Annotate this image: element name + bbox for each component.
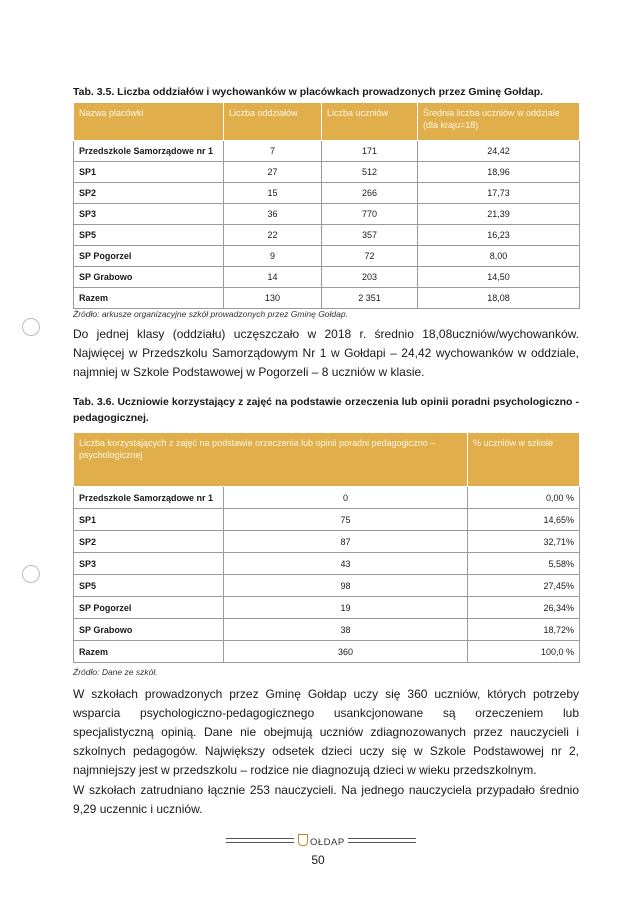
average-per-class: 14,50 <box>418 267 580 288</box>
school-name: SP Pogorzel <box>74 246 224 267</box>
table-row-total <box>74 288 580 309</box>
table2-col-percent: % uczniów w szkole <box>468 433 580 487</box>
school-name: Razem <box>74 641 224 663</box>
table2-header-row <box>74 433 580 487</box>
beneficiaries-count: 0 <box>224 487 468 509</box>
table2-source: Źródło: Dane ze szkół. <box>73 667 158 677</box>
students-count: 72 <box>322 246 418 267</box>
classes-count: 130 <box>224 288 322 309</box>
table-row-total <box>74 641 580 663</box>
classes-count: 9 <box>224 246 322 267</box>
table2-col-beneficiaries: Liczba korzystających z zajęć na podstawie orzeczenia lub opinii poradni pedagogiczno – psychologicznej <box>74 433 468 487</box>
table1-col-classes: Liczba oddziałów <box>224 103 322 141</box>
beneficiaries-count: 87 <box>224 531 468 553</box>
school-name: Przedszkole Samorządowe nr 1 <box>74 487 224 509</box>
classes-count: 27 <box>224 162 322 183</box>
average-per-class: 21,39 <box>418 204 580 225</box>
table1-header-row <box>74 103 580 141</box>
page-number: 50 <box>311 853 325 867</box>
table-row <box>74 267 580 288</box>
table-row <box>74 162 580 183</box>
table-row <box>74 246 580 267</box>
table1-col-name: Nazwa placówki <box>74 103 224 141</box>
percent-of-students: 14,65% <box>468 509 580 531</box>
percent-of-students: 100,0 % <box>468 641 580 663</box>
percent-of-students: 26,34% <box>468 597 580 619</box>
percent-of-students: 27,45% <box>468 575 580 597</box>
students-count: 203 <box>322 267 418 288</box>
school-name: SP5 <box>74 225 224 246</box>
students-count: 770 <box>322 204 418 225</box>
students-count: 2 351 <box>322 288 418 309</box>
table-row <box>74 487 580 509</box>
percent-of-students: 0,00 % <box>468 487 580 509</box>
classes-count: 36 <box>224 204 322 225</box>
school-name: Przedszkole Samorządowe nr 1 <box>74 141 224 162</box>
classes-count: 14 <box>224 267 322 288</box>
table2 <box>73 432 580 663</box>
punch-hole-top <box>22 318 40 336</box>
table-row <box>74 509 580 531</box>
students-count: 512 <box>322 162 418 183</box>
table1-col-students: Liczba uczniów <box>322 103 418 141</box>
school-name: SP1 <box>74 509 224 531</box>
school-name: SP Grabowo <box>74 619 224 641</box>
table2-caption: Tab. 3.6. Uczniowie korzystający z zajęć na podstawie orzeczenia lub opinii poradni psychologiczno - pedagogicznej. <box>73 396 579 424</box>
table-row <box>74 575 580 597</box>
paragraph-teachers: W szkołach zatrudniano łącznie 253 nauczycieli. Na jednego nauczyciela przypadało średnio 9,29 uczennic i uczniów. <box>73 783 579 816</box>
school-name: SP3 <box>74 204 224 225</box>
average-per-class: 8,00 <box>418 246 580 267</box>
goldap-logo <box>298 834 345 848</box>
students-count: 357 <box>322 225 418 246</box>
beneficiaries-count: 43 <box>224 553 468 575</box>
school-name: Razem <box>74 288 224 309</box>
table-row <box>74 204 580 225</box>
average-per-class: 18,08 <box>418 288 580 309</box>
school-name: SP3 <box>74 553 224 575</box>
beneficiaries-count: 75 <box>224 509 468 531</box>
table-row <box>74 141 580 162</box>
beneficiaries-count: 19 <box>224 597 468 619</box>
beneficiaries-count: 98 <box>224 575 468 597</box>
average-per-class: 18,96 <box>418 162 580 183</box>
footer-rule-right <box>348 838 416 843</box>
footer-logo-row <box>0 834 636 848</box>
percent-of-students: 18,72% <box>468 619 580 641</box>
average-per-class: 16,23 <box>418 225 580 246</box>
table-row <box>74 225 580 246</box>
classes-count: 22 <box>224 225 322 246</box>
table-row <box>74 531 580 553</box>
students-count: 171 <box>322 141 418 162</box>
table1-source: Źródło: arkusze organizacyjne szkół prowadzonych przez Gminę Gołdap. <box>73 309 348 319</box>
table-row <box>74 553 580 575</box>
school-name: SP5 <box>74 575 224 597</box>
table-row <box>74 619 580 641</box>
beneficiaries-count: 38 <box>224 619 468 641</box>
school-name: SP Pogorzel <box>74 597 224 619</box>
table-row <box>74 597 580 619</box>
footer-rule-left <box>226 838 294 843</box>
average-per-class: 24,42 <box>418 141 580 162</box>
paragraph-support: W szkołach prowadzonych przez Gminę Gołdap uczy się 360 uczniów, których potrzeby wsparcia psychologiczno-pedagogicznego usankcjonowane są orzeczeniem lub specjalistyczną opinią. Dane nie obejmują uczniów zdiagnozowanych przez nauczycieli i szkolnych pedagogów. Największy odsetek dzieci uczy się w Szkole Podstawowej nr 2, najmniejszy jest w przedszkolu – rodzice nie diagnozują dzieci w wieku przedszkolnym. <box>73 687 579 777</box>
table1-caption: Tab. 3.5. Liczba oddziałów i wychowanków w placówkach prowadzonych przez Gminę Gołdap. <box>73 86 544 98</box>
school-name: SP2 <box>74 183 224 204</box>
table1-col-average: Średnia liczba uczniów w oddziale (dla kraju=18) <box>418 103 580 141</box>
school-name: SP1 <box>74 162 224 183</box>
classes-count: 7 <box>224 141 322 162</box>
paragraph-class-size: Do jednej klasy (oddziału) uczęszczało w 2018 r. średnio 18,08uczniów/wychowanków. Najwięcej w Przedszkolu Samorządowym Nr 1 w Gołdapi – 24,42 wychowanków w oddziale, najmniej w Szkole Podstawowej w Pogorzeli – 8 uczniów w klasie. <box>73 327 579 379</box>
table-row <box>74 183 580 204</box>
percent-of-students: 5,58% <box>468 553 580 575</box>
classes-count: 15 <box>224 183 322 204</box>
percent-of-students: 32,71% <box>468 531 580 553</box>
crest-icon <box>298 834 308 846</box>
school-name: SP Grabowo <box>74 267 224 288</box>
students-count: 266 <box>322 183 418 204</box>
school-name: SP2 <box>74 531 224 553</box>
table1 <box>73 102 580 309</box>
average-per-class: 17,73 <box>418 183 580 204</box>
beneficiaries-count: 360 <box>224 641 468 663</box>
punch-hole-bottom <box>22 565 40 583</box>
logo-wordmark: OŁDAP <box>310 837 345 848</box>
